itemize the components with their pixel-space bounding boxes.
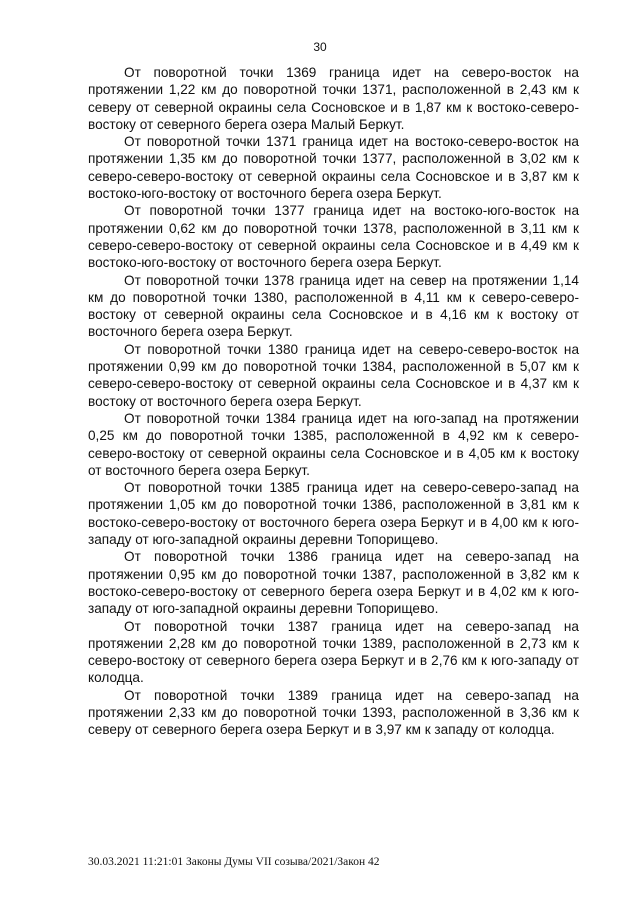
paragraph: От поворотной точки 1369 граница идет на северо-восток на протяжении 1,22 км до поворотной точки 1371, расположенной в 2,43 км к северу от северной окраины села Сосновское и в 1,87 км к востоко-северо-востоку от северного берега озера Малый Беркут. [88,65,579,132]
paragraph: От поворотной точки 1386 граница идет на северо-запад на протяжении 0,95 км до поворотной точки 1387, расположенной в 3,82 км к востоко-северо-востоку от северного берега озера Беркут и в 4,02 км к юго-западу от юго-западной окраины деревни Топорищево. [88,549,579,617]
document-body [88,64,579,739]
paragraph: От поворотной точки 1378 граница идет на север на протяжении 1,14 км до поворотной точки 1380, расположенной в 4,11 км к северо-северо-востоку от северной окраины села Сосновское и в 4,16 км к востоку от восточного берега озера Беркут. [88,272,579,340]
paragraph: От поворотной точки 1387 граница идет на северо-запад на протяжении 2,28 км до поворотной точки 1389, расположенной в 2,73 км к северо-востоку от северного берега озера Беркут и в 2,76 км к юго-западу от колодца. [88,618,579,686]
paragraph: От поворотной точки 1377 граница идет на востоко-юго-восток на протяжении 0,62 км до поворотной точки 1378, расположенной в 3,11 км к северо-северо-востоку от северной окраины села Сосновское и в 4,49 км к востоко-юго-востоку от восточного берега озера Беркут. [88,203,579,271]
paragraph: От поворотной точки 1385 граница идет на северо-северо-запад на протяжении 1,05 км до поворотной точки 1386, расположенной в 3,81 км к востоко-северо-востоку от восточного берега озера Беркут и в 4,00 км к юго-западу от юго-западной окраины деревни Топорищево. [88,480,579,548]
paragraph: От поворотной точки 1371 граница идет на востоко-северо-восток на протяжении 1,35 км до поворотной точки 1377, расположенной в 3,02 км к северо-северо-востоку от северной окраины села Сосновское и в 3,87 км к востоко-юго-востоку от восточного берега озера Беркут. [88,134,579,202]
paragraph: От поворотной точки 1384 граница идет на юго-запад на протяжении 0,25 км до поворотной точки 1385, расположенной в 4,92 км к северо-северо-востоку от северной окраины села Сосновское и в 4,05 км к востоку от восточного берега озера Беркут. [88,410,579,478]
document-footer: 30.03.2021 11:21:01 Законы Думы VII созыва/2021/Закон 42 [88,856,380,868]
paragraph: От поворотной точки 1389 граница идет на северо-запад на протяжении 2,33 км до поворотной точки 1393, расположенной в 3,36 км к северу от северного берега озера Беркут и в 3,97 км к западу от колодца. [88,687,579,738]
paragraph: От поворотной точки 1380 граница идет на северо-северо-восток на протяжении 0,99 км до поворотной точки 1384, расположенной в 5,07 км к северо-северо-востоку от северной окраины села Сосновское и в 4,37 км к востоку от восточного берега озера Беркут. [88,341,579,409]
page-number: 30 [313,40,327,54]
